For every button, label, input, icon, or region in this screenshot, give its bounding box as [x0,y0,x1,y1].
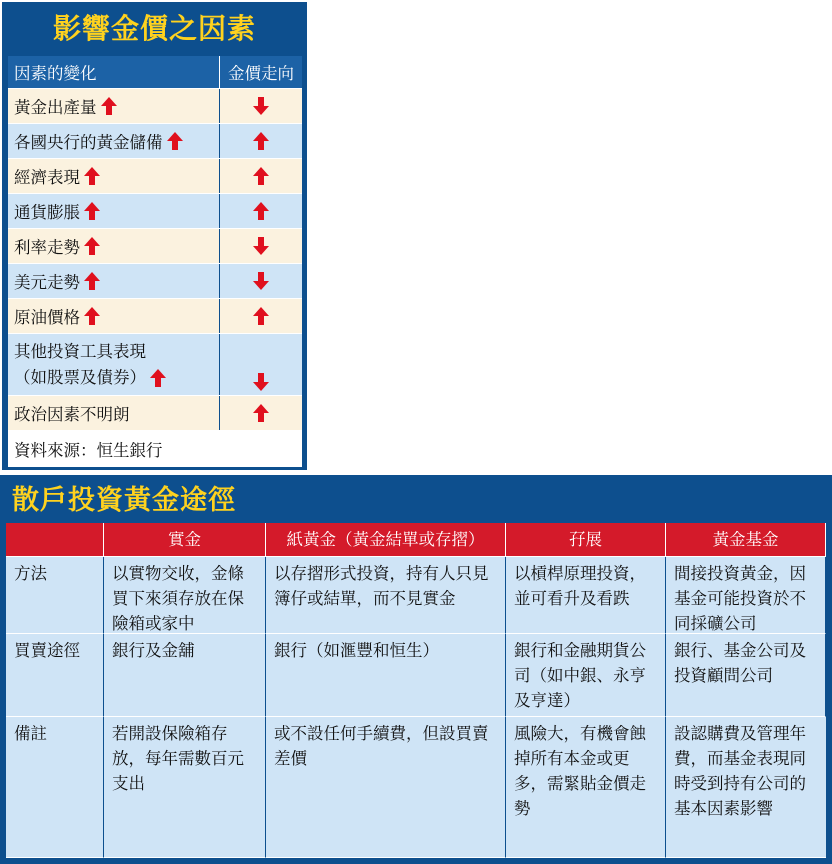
table-cell: 以實物交收，金條買下來須存放在保險箱或家中 [104,557,266,634]
investment-table [6,523,826,858]
factor-label: 政治因素不明朗 [14,405,130,424]
factor-cell [8,194,220,228]
red-up-arrow-icon [84,307,100,325]
gold-direction-cell [220,159,302,193]
factor-label: 黃金出產量 [14,98,97,117]
factor-label: （如股票及債券） [14,367,146,387]
table-cell: 風險大，有機會蝕掉所有本金或更多，需緊貼金價走勢 [506,717,666,858]
factor-cell [8,89,220,123]
factor-change-header: 因素的變化 [8,56,220,88]
factor-label: 通貨膨脹 [14,203,80,222]
investment-title: 散戶投資黃金途徑 [12,485,236,516]
row-label: 方法 [6,557,104,634]
factor-label: 經濟表現 [14,168,80,187]
factor-label-line2 [14,365,166,391]
red-up-arrow-icon [253,167,269,185]
red-up-arrow-icon [84,272,100,290]
factor-row [8,229,302,264]
factor-label: 利率走勢 [14,238,80,257]
column-header: 孖展 [506,523,666,557]
factors-table-body [8,89,302,431]
gold-direction-cell [220,89,302,123]
red-down-arrow-icon [253,272,269,290]
gold-direction-cell [220,229,302,263]
factors-table-header [8,56,302,89]
factors-table [8,56,302,467]
factor-row [8,264,302,299]
gold-price-factors-panel [2,2,307,470]
row-label: 買賣途徑 [6,634,104,717]
factor-row [8,194,302,229]
red-up-arrow-icon [84,237,100,255]
source-note: 資料來源：恒生銀行 [8,431,302,467]
factor-cell [8,159,220,193]
column-header: 實金 [104,523,266,557]
factor-row [8,334,302,396]
factor-row [8,89,302,124]
gold-direction-cell [220,194,302,228]
factor-row [8,124,302,159]
gold-direction-cell [220,264,302,298]
red-up-arrow-icon [101,97,117,115]
factor-row [8,396,302,431]
factor-row [8,299,302,334]
gold-direction-cell [220,334,302,395]
table-cell: 銀行、基金公司及投資顧問公司 [666,634,826,717]
red-up-arrow-icon [84,167,100,185]
factor-cell [8,264,220,298]
table-cell: 銀行（如滙豐和恒生） [266,634,506,717]
red-down-arrow-icon [253,97,269,115]
factor-cell [8,299,220,333]
red-up-arrow-icon [253,404,269,422]
red-up-arrow-icon [253,132,269,150]
red-up-arrow-icon [253,202,269,220]
red-down-arrow-icon [253,373,269,391]
factor-cell [8,396,220,430]
red-up-arrow-icon [167,132,183,150]
red-up-arrow-icon [84,202,100,220]
red-up-arrow-icon [253,307,269,325]
gold-direction-cell [220,124,302,158]
factor-label: 美元走勢 [14,273,80,292]
factor-label: 其他投資工具表現 [14,341,146,361]
factor-cell [8,334,220,395]
gold-direction-cell [220,396,302,430]
red-up-arrow-icon [150,369,166,387]
column-header: 黃金基金 [666,523,826,557]
factor-label: 原油價格 [14,308,80,327]
red-down-arrow-icon [253,237,269,255]
factor-cell [8,124,220,158]
factors-title: 影響金價之因素 [52,12,256,45]
table-cell: 以存摺形式投資，持有人只見簿仔或結單，而不見實金 [266,557,506,634]
factor-cell [8,229,220,263]
corner-header [6,523,104,557]
retail-gold-investment-panel [0,475,832,864]
table-cell: 以槓桿原理投資，並可看升及看跌 [506,557,666,634]
factor-row [8,159,302,194]
table-cell: 銀行和金融期貨公司（如中銀、永亨及亨達） [506,634,666,717]
table-cell: 銀行及金舖 [104,634,266,717]
row-label: 備註 [6,717,104,858]
gold-direction-cell [220,299,302,333]
table-cell: 若開設保險箱存放，每年需數百元支出 [104,717,266,858]
gold-direction-header: 金價走向 [228,64,294,83]
table-cell: 或不設任何手續費，但設買賣差價 [266,717,506,858]
table-cell: 設認購費及管理年費，而基金表現同時受到持有公司的基本因素影響 [666,717,826,858]
column-header: 紙黃金（黃金結單或存摺） [266,523,506,557]
factor-label: 各國央行的黃金儲備 [14,133,163,152]
table-cell: 間接投資黃金，因基金可能投資於不同採礦公司 [666,557,826,634]
